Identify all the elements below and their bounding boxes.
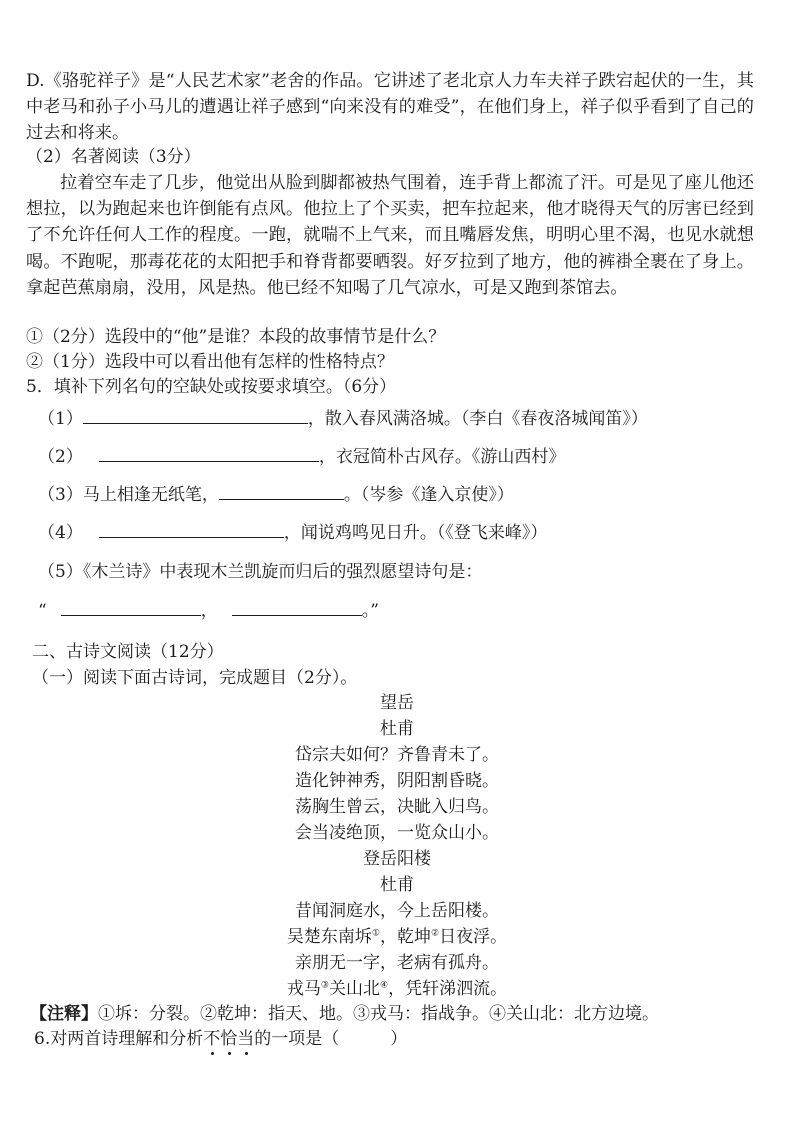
q5-item-1-blank[interactable] (83, 406, 308, 424)
q5-item-5-text: 《木兰诗》中表现木兰凯旋而归后的强烈愿望诗句是： (82, 562, 483, 582)
q5-item-2-blank[interactable] (99, 444, 319, 462)
q5-item-3-number: （3） (38, 485, 83, 505)
poem-1-title: 望岳 (380, 693, 414, 713)
q5-item-3-text: 。（岑参《逢入京使》） (343, 485, 514, 505)
q5-item-2-number: （2） (38, 447, 83, 467)
q5-item-1-number: （1） (38, 409, 83, 429)
q5-item-1 (38, 406, 648, 431)
poem-1-author: 杜甫 (380, 719, 414, 739)
poem-2-line: 亲朋无一字，老病有孤舟。 (295, 953, 499, 973)
note-ref-1: ① (371, 928, 380, 939)
q6-suffix: 的一项是（ ） (254, 1029, 408, 1049)
note-ref-4: ④ (380, 980, 389, 991)
q5-item-4-number: （4） (38, 523, 83, 543)
q6-prefix: 6.对两首诗理解和分析 (34, 1029, 204, 1049)
q5-item-3 (38, 482, 514, 507)
q5-item-5-answer-line (38, 598, 379, 623)
q5-item-5-number: （5） (38, 562, 83, 582)
q5-item-4-text: ，闻说鸡鸣见日升。（《登飞来峰》） (283, 523, 548, 543)
emphasis-char: 恰 (220, 1029, 238, 1049)
poem-1-line: 会当凌绝顶，一览众山小。 (295, 823, 499, 843)
poem-1-line: 荡胸生曾云，决眦入归鸟。 (295, 797, 499, 817)
q5-item-2-text: ，衣冠简朴古风存。《游山西村》 (318, 447, 566, 467)
q5-item-3-prefix: 马上相逢无纸笔， (82, 485, 219, 505)
poem-2-line (0, 924, 794, 950)
poem-2-line: 昔闻洞庭水，今上岳阳楼。 (295, 901, 499, 921)
q5-item-5-blank-2[interactable] (232, 598, 362, 616)
q5-item-3-blank[interactable] (219, 482, 344, 500)
poem-2-title: 登岳阳楼 (363, 849, 431, 869)
q5-heading: 5．填补下列名句的空缺处或按要求填空。（6分） (26, 377, 397, 397)
poem-2-line (0, 976, 794, 1002)
q2-heading: （2）名著阅读（3分） (26, 147, 201, 167)
answer-comma: ， (200, 601, 218, 621)
q2-passage: 拉着空车走了几步，他觉出从脸到脚都被热气围着，连手背上都流了汗。可是见了座儿他还想拉，以为跑起来也许倒能有点风。他拉上了个买卖，把车拉起来，他才晓得天气的厉害已经到了不允许任何人工作的程度。一跑，就喘不上气来，而且嘴唇发焦，明明心里不渴，也见水就想喝。不跑呢，那毒花花的太阳把手和脊背都要晒裂。好歹拉到了地方，他的裤褂全裹在了身上。拿起芭蕉扇扇，没用，风是热。他已经不知喝了几气凉水，可是又跑到茶馆去。 (26, 173, 754, 298)
q5-item-1-text: ，散入春风满洛城。（李白《春夜洛城闻笛》） (307, 409, 648, 429)
q5-item-5-blank-1[interactable] (61, 598, 201, 616)
q2-subquestion-2: ②（1分）选段中可以看出他有怎样的性格特点？ (26, 352, 394, 372)
poem-2-line-2c: 日夜浮。 (439, 927, 508, 947)
option-d-paragraph: D.《骆驼祥子》是“人民艺术家”老舍的作品。它讲述了老北京人力车夫祥子跌宕起伏的一生，其中老马和孙子小马儿的遭遇让祥子感到“向来没有的难受”，在他们身上，祥子似乎看到了自己的过去和将来。 (26, 71, 754, 144)
poem-1-line: 造化钟神秀，阴阳割昏晓。 (295, 771, 499, 791)
poem-2-author: 杜甫 (380, 875, 414, 895)
quote-close: 。” (361, 601, 379, 621)
notes-text: ①坼：分裂。②乾坤：指天、地。③戎马：指战争。④关山北：北方边境。 (98, 1004, 659, 1024)
q2-subquestion-1: ①（2分）选段中的“他”是谁？本段的故事情节是什么？ (26, 327, 446, 347)
section-2-heading: 二、古诗文阅读（12分） (32, 642, 224, 662)
q5-item-5 (38, 560, 482, 584)
notes (30, 1002, 659, 1026)
poem-2-line-2b: ，乾坤 (380, 927, 431, 947)
poem-2-line-4a: 戎马 (286, 979, 321, 999)
q5-item-2 (38, 444, 565, 469)
note-ref-2: ② (431, 928, 440, 939)
section-2-subheading: （一）阅读下面古诗词，完成题目（2分）。 (32, 668, 358, 688)
question-6 (34, 1027, 407, 1051)
poem-2-line-2a: 吴楚东南坼 (286, 927, 372, 947)
emphasis-char: 不 (203, 1029, 221, 1049)
q5-item-4-blank[interactable] (99, 520, 284, 538)
poem-2-line-4c: ，凭轩涕泗流。 (388, 979, 508, 999)
emphasis-char: 当 (237, 1029, 255, 1049)
q5-item-4 (38, 520, 547, 545)
poem-1-line: 岱宗夫如何？齐鲁青未了。 (295, 745, 499, 765)
poem-2-line-4b: 关山北 (329, 979, 380, 999)
quote-open: “ (38, 601, 47, 621)
poem-wangyue (0, 690, 794, 1002)
notes-label: 【注释】 (30, 1004, 98, 1024)
note-ref-3: ③ (320, 980, 329, 991)
